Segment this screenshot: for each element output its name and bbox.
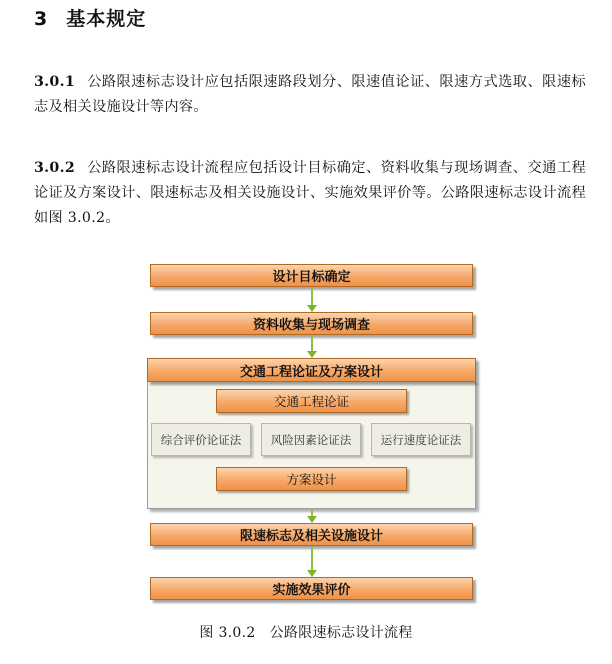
figure-number: 图 3.0.2 (199, 625, 256, 641)
clause-paragraph-3-0-1 (34, 70, 586, 120)
flow-arrow (311, 288, 313, 306)
section-heading (34, 4, 146, 31)
step-traffic-engineering-scheme: 交通工程论证及方案设计 (147, 358, 476, 382)
figure-caption (0, 622, 612, 642)
plan-design: 方案设计 (216, 467, 407, 491)
flow-arrow (311, 336, 313, 352)
section-title: 基本规定 (66, 8, 147, 30)
figure-title: 公路限速标志设计流程 (269, 625, 413, 641)
step-effect-evaluation: 实施效果评价 (150, 577, 473, 600)
clause-paragraph-3-0-2 (34, 156, 586, 231)
clause-text: 公路限速标志设计流程应包括设计目标确定、资料收集与现场调查、交通工程论证及方案设计、限速标志及相关设施设计、实施效果评价等。公路限速标志设计流程如图 3.0.2。 (34, 160, 586, 226)
clause-number: 3.0.1 (34, 74, 75, 90)
step-data-collection: 资料收集与现场调查 (150, 312, 473, 335)
method-operating-speed: 运行速度论证法 (371, 423, 471, 456)
flow-arrow (311, 510, 313, 517)
clause-text: 公路限速标志设计应包括限速路段划分、限速值论证、限速方式选取、限速标志及相关设施设计等内容。 (34, 74, 586, 115)
step-goal-definition: 设计目标确定 (150, 264, 473, 287)
traffic-engineering-analysis: 交通工程论证 (216, 389, 407, 413)
clause-number: 3.0.2 (34, 160, 75, 176)
section-number: 3 (34, 8, 49, 30)
method-risk-factor: 风险因素论证法 (261, 423, 361, 456)
step-speed-limit-sign-design: 限速标志及相关设施设计 (150, 523, 473, 546)
method-comprehensive-evaluation: 综合评价论证法 (151, 423, 251, 456)
flow-arrow (311, 548, 313, 571)
